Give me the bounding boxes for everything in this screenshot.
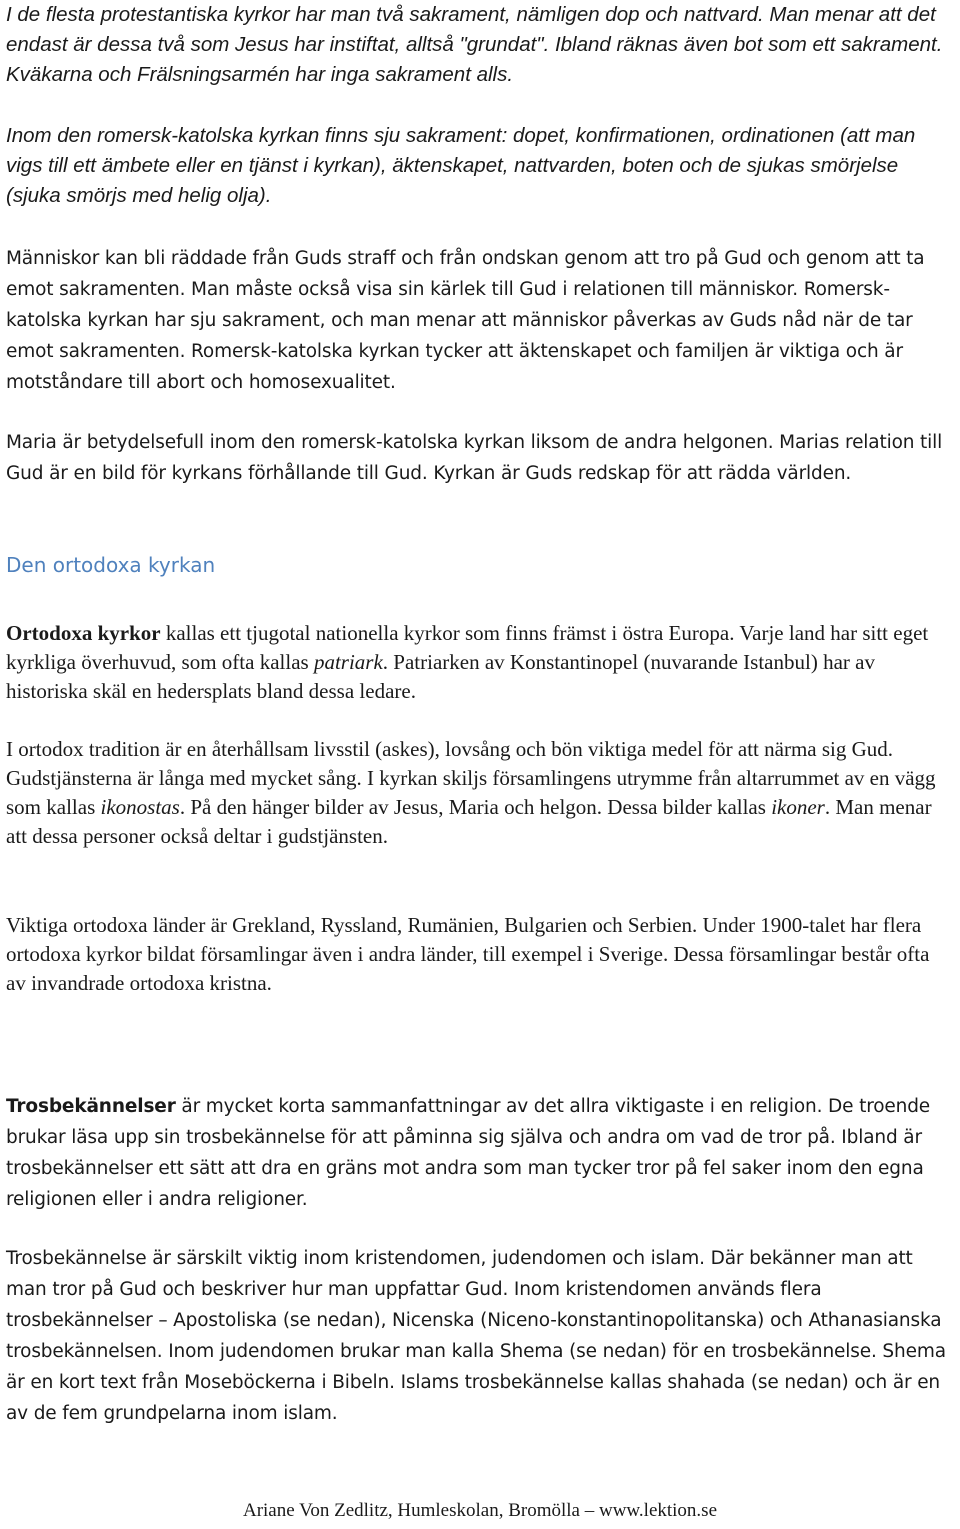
text-segment: . På den hänger bilder av Jesus, Maria och helgon. Dessa bilder kallas bbox=[179, 795, 772, 819]
paragraph-protestant-sacraments: I de flesta protestantiska kyrkor har man två sakrament, nämligen dop och nattvard. Man menar att det endast är dessa två som Jesus har instiftat, alltså "grundat". Ibland räknas även bot som ett sakrament. Kväkarna och Frälsningsarmén har inga sakrament alls. bbox=[6, 3, 943, 86]
text-segment: . Man menar att dessa personer också deltar i gudstjänsten. bbox=[6, 795, 932, 848]
section-heading-orthodox: Den ortodoxa kyrkan bbox=[6, 553, 216, 577]
text-segment: I ortodox tradition är en återhållsam livsstil (askes), lovsång och bön viktiga medel för att närma sig Gud. Gudstjänsterna är långa med mycket sång. I kyrkan skiljs församlingens utrymme från altarrummet av en vägg som kallas bbox=[6, 737, 936, 819]
paragraph-orthodox-churches bbox=[6, 619, 954, 706]
paragraph-creeds-intro bbox=[6, 1091, 954, 1215]
paragraph-orthodox-countries: Viktiga ortodoxa länder är Grekland, Ryssland, Rumänien, Bulgarien och Serbien. Under 1900-talet har flera ortodoxa kyrkor bildat församlingar även i andra länder, till exempel i Sverige. Dessa församlingar består ofta av invandrade ortodoxa kristna. bbox=[6, 913, 930, 995]
term-ikoner: ikoner bbox=[771, 795, 825, 819]
term-patriark: patriark bbox=[313, 650, 383, 674]
term-trosbekannelser: Trosbekännelser bbox=[6, 1096, 176, 1117]
term-ikonostas: ikonostas bbox=[100, 795, 180, 819]
text-segment: kallas ett tjugotal nationella kyrkor som finns främst i östra Europa. Varje land har sitt eget kyrkliga överhuvud, som ofta kallas bbox=[6, 621, 929, 674]
paragraph-creeds-religions: Trosbekännelse är särskilt viktig inom kristendomen, judendomen och islam. Där bekänner man att man tror på Gud och beskriver hur man uppfattar Gud. Inom kristendomen används flera trosbekännelser – Apostoliska (se nedan), Nicenska (Niceno-konstantinopolitanska) och Athanasianska trosbekännelsen. Inom judendomen brukar man kalla Shema (se nedan) för en trosbekännelse. Shema är en kort text från Moseböckerna i Bibeln. Islams trosbekännelse kallas shahada (se nedan) och är en av de fem grundpelarna inom islam. bbox=[6, 1248, 946, 1424]
text-segment: är mycket korta sammanfattningar av det allra viktigaste i en religion. De troende brukar läsa upp sin trosbekännelse för att påminna sig själva och andra om vad de tror på. Ibland är trosbekännelser ett sätt att dra en gräns mot andra som man tycker tror på fel saker inom den egna religionen eller i andra religioner. bbox=[6, 1096, 931, 1210]
paragraph-catholic-sacraments: Inom den romersk-katolska kyrkan finns sju sakrament: dopet, konfirmationen, ordinationen (att man vigs till ett ämbete eller en tjänst i kyrkan), äktenskapet, nattvarden, boten och de sjukas smörjelse (sjuka smörjs med helig olja). bbox=[6, 124, 916, 207]
page-footer: Ariane Von Zedlitz, Humleskolan, Bromölla – www.lektion.se bbox=[242, 1500, 718, 1521]
text-segment: . Patriarken av Konstantinopel (nuvarande Istanbul) har av historiska skäl en hedersplats bland dessa ledare. bbox=[6, 650, 875, 703]
paragraph-maria: Maria är betydelsefull inom den romersk-katolska kyrkan liksom de andra helgonen. Marias relation till Gud är en bild för kyrkans förhållande till Gud. Kyrkan är Guds redskap för att rädda världen. bbox=[6, 432, 943, 484]
term-ortodoxa-kyrkor: Ortodoxa kyrkor bbox=[6, 621, 161, 645]
paragraph-orthodox-tradition bbox=[6, 735, 954, 851]
paragraph-salvation: Människor kan bli räddade från Guds straff och från ondskan genom att tro på Gud och genom att ta emot sakramenten. Man måste också visa sin kärlek till Gud i relationen till människor. Romersk-katolska kyrkan har sju sakrament, och man menar att människor påverkas av Guds nåd när de tar emot sakramenten. Romersk-katolska kyrkan tycker att äktenskapet och familjen är viktiga och är motståndare till abort och homosexualitet. bbox=[6, 248, 925, 393]
